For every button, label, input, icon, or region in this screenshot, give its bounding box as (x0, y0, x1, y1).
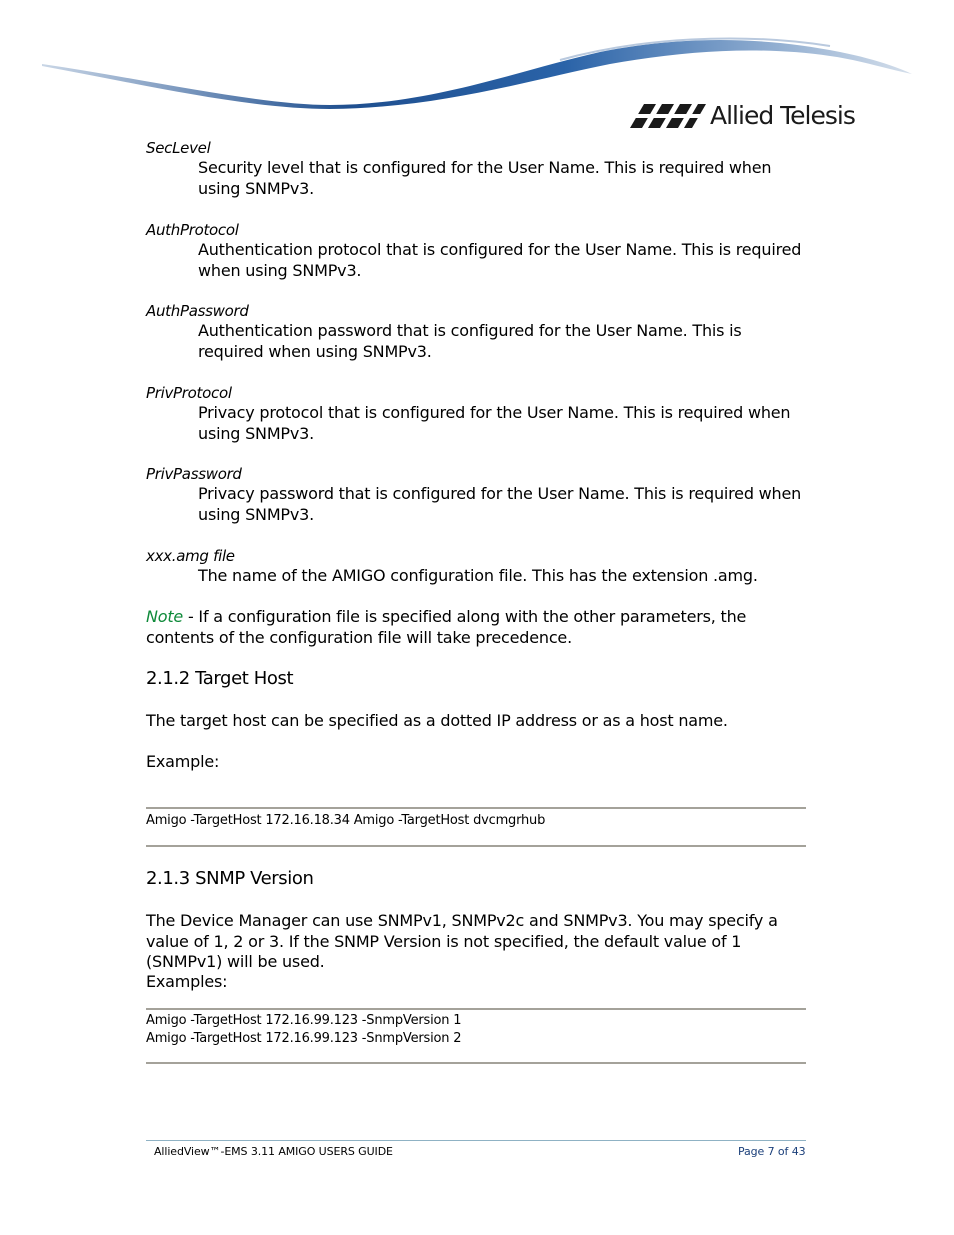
footer-rule (146, 1140, 806, 1141)
target-host-body: The target host can be specified as a dotted IP address or as a host name. (146, 711, 728, 730)
footer-document-title: AlliedView™-EMS 3.11 AMIGO USERS GUIDE (154, 1145, 393, 1158)
code-block-top-rule (146, 807, 806, 809)
company-logo (630, 100, 855, 132)
target-host-example-label: Example: (146, 752, 220, 771)
snmp-version-example-label: Examples: (146, 972, 228, 991)
code-block-top-rule (146, 1008, 806, 1010)
snmp-version-body: The Device Manager can use SNMPv1, SNMPv2c and SNMPv3. You may specify a value of 1, 2 or 3. If the SNMP Version is not specified, the default value of 1 (SNMPv1) will be used. (146, 911, 778, 971)
code-block-bottom-rule (146, 845, 806, 847)
definition-text: Privacy protocol that is configured for the User Name. This is required when using SNMPv3. (198, 403, 791, 443)
section-heading-snmp-version: 2.1.3 SNMP Version (146, 868, 314, 889)
definition-text: Privacy password that is configured for the User Name. This is required when using SNMPv3. (198, 484, 802, 524)
note-paragraph (146, 607, 810, 648)
definition-text: Authentication protocol that is configured for the User Name. This is required when using SNMPv3. (198, 240, 802, 280)
code-block-bottom-rule (146, 1062, 806, 1064)
section-heading-target-host: 2.1.2 Target Host (146, 668, 294, 689)
definition-text: Security level that is configured for the User Name. This is required when using SNMPv3. (198, 158, 772, 198)
code-line: Amigo -TargetHost 172.16.99.123 -SnmpVersion 1 (146, 1013, 462, 1028)
definition-term: PrivProtocol (146, 384, 232, 402)
footer-page-number: Page 7 of 43 (738, 1145, 806, 1158)
note-text: - If a configuration file is specified along with the other parameters, the contents of the configuration file will take precedence. (146, 607, 747, 647)
definition-text: The name of the AMIGO configuration file. This has the extension .amg. (198, 566, 758, 585)
definition-term: SecLevel (146, 139, 211, 157)
note-label: Note (146, 607, 184, 626)
definition-text: Authentication password that is configured for the User Name. This is required when using SNMPv3. (198, 321, 742, 361)
code-line: Amigo -TargetHost 172.16.18.34 Amigo -TargetHost dvcmgrhub (146, 813, 546, 828)
definition-term: AuthProtocol (146, 221, 239, 239)
definition-term: xxx.amg file (146, 547, 235, 565)
code-line: Amigo -TargetHost 172.16.99.123 -SnmpVersion 2 (146, 1031, 462, 1046)
allied-telesis-logo-mark (630, 102, 706, 130)
definition-term: PrivPassword (146, 465, 242, 483)
logo-text: Allied Telesis (710, 101, 855, 130)
definition-term: AuthPassword (146, 302, 249, 320)
